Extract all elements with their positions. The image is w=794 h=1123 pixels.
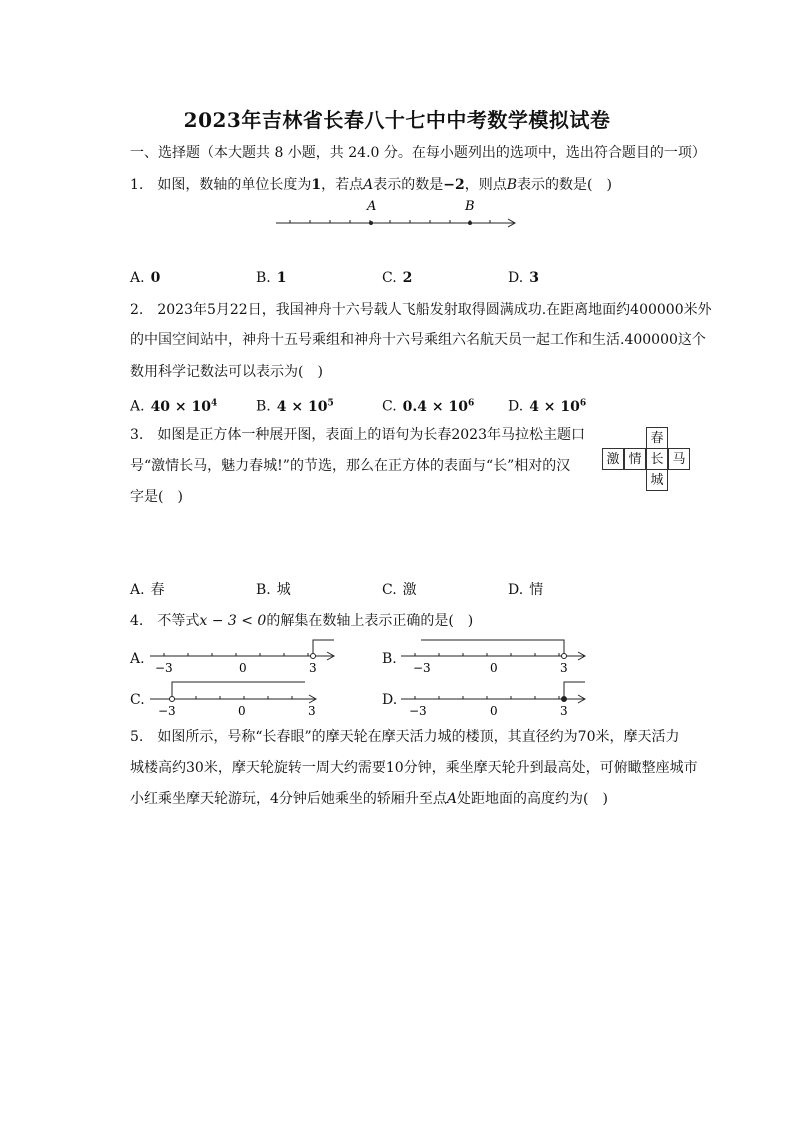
q4a-tick-neg3: −3 [155, 661, 173, 675]
point-a [369, 221, 373, 225]
q2-option-b[interactable]: B. $4 \times 10^5$ [256, 398, 334, 415]
q3-option-a[interactable]: A. 春 [130, 582, 165, 598]
q5-var: A [446, 791, 458, 807]
q1-number-line [276, 196, 521, 232]
net-cell-4: 马 [668, 448, 690, 470]
net-cell-1: 激 [602, 448, 624, 470]
q1-option-a[interactable]: A. 0 [130, 270, 161, 286]
q4a-tick-3: 3 [309, 661, 317, 675]
question-3-line-2: 号“激情长马，魅力春城!”的节选，那么在正方体的表面与“长”相对的汉 [130, 458, 571, 474]
net-cell-2: 情 [624, 448, 646, 470]
q3-option-d[interactable]: D. 情 [508, 582, 544, 598]
q1-option-b[interactable]: B. 1 [256, 270, 287, 286]
question-2-line-3: 数用科学记数法可以表示为( ) [130, 364, 323, 380]
q4a-tick-0: 0 [239, 661, 247, 675]
q1-value: −2 [443, 177, 465, 193]
q1-var-a: A [363, 177, 374, 193]
question-3-line-1: 3. 如图是正方体一种展开图，表面上的语句为长春2023年马拉松主题口 [130, 427, 585, 443]
q1-unit: 1 [311, 177, 322, 193]
q2-option-c[interactable]: C. $0.4 \times 10^6$ [382, 398, 475, 415]
net-cell-bottom: 城 [646, 469, 668, 491]
q4-expr: x − 3 < 0 [199, 613, 267, 629]
q1-option-c[interactable]: C. 2 [382, 270, 413, 286]
q4b-tick-3: 3 [560, 661, 568, 675]
q4-option-c-graph[interactable] [150, 679, 340, 719]
q4-option-b-letter[interactable]: B. [382, 651, 397, 667]
q4c-tick-0: 0 [238, 704, 246, 718]
q4-option-d-graph[interactable] [401, 679, 591, 719]
q1-option-d[interactable]: D. 3 [508, 270, 539, 286]
question-4-stem: 4. 不等式x − 3 < 0的解集在数轴上表示正确的是( ) [130, 613, 474, 629]
q4b-tick-neg3: −3 [413, 661, 431, 675]
q4d-tick-3: 3 [560, 704, 568, 718]
label-b: B [465, 199, 475, 214]
q4-option-d-letter[interactable]: D. [382, 692, 398, 708]
q4-option-a-graph[interactable] [150, 636, 340, 676]
q4c-tick-neg3: −3 [158, 704, 176, 718]
question-5-line-2: 城楼高约30米，摩天轮旋转一周大约需要10分钟，乘坐摩天轮升到最高处，可俯瞰整座城市 [130, 760, 698, 776]
q4-option-b-graph[interactable] [401, 636, 591, 676]
q1-text-f: ，则点 [464, 177, 507, 193]
q1-text-g: 表示的数是( ) [517, 177, 612, 193]
q1-var-b: B [506, 177, 518, 193]
q2-option-d[interactable]: D. $4 \times 10^6$ [508, 398, 587, 415]
question-2-line-2: 的中国空间站中，神舟十五号乘组和神舟十六号乘组六名航天员一起工作和生活.400000这个 [130, 332, 706, 348]
question-5-line-3: 小红乘坐摩天轮游玩，4分钟后她乘坐的轿厢升至点A处距地面的高度约为( ) [130, 791, 608, 807]
q1-text-c: ，若点 [321, 177, 364, 193]
q4-option-c-letter[interactable]: C. [130, 692, 145, 708]
question-3-line-3: 字是( ) [130, 489, 183, 505]
q4c-tick-3: 3 [308, 704, 316, 718]
net-cell-top: 春 [646, 427, 668, 449]
page-title: 2023年吉林省长春八十七中中考数学模拟试卷 [183, 108, 611, 132]
label-a: A [367, 199, 377, 214]
q4b-tick-0: 0 [490, 661, 498, 675]
q1-text-a: 1. 如图，数轴的单位长度为 [130, 177, 312, 193]
q4d-tick-neg3: −3 [409, 704, 427, 718]
section-heading: 一、选择题（本大题共 8 小题，共 24.0 分。在每小题列出的选项中，选出符合题目的一项） [130, 145, 706, 161]
q4-option-a-letter[interactable]: A. [130, 651, 145, 667]
question-5-line-1: 5. 如图所示，号称“长春眼”的摩天轮在摩天活力城的楼顶，其直径约为70米，摩天活力 [130, 729, 680, 745]
q4d-tick-0: 0 [490, 704, 498, 718]
question-1-stem [130, 175, 612, 195]
q2-option-a[interactable]: A. $40 \times 10^4$ [130, 398, 218, 415]
net-cell-3: 长 [646, 448, 668, 470]
question-2-line-1: 2. 2023年5月22日，我国神舟十六号载人飞船发射取得圆满成功.在距离地面约400000米外 [130, 302, 712, 318]
q1-text-d: 表示的数是 [373, 177, 444, 193]
q3-option-c[interactable]: C. 激 [382, 582, 417, 598]
point-b [468, 221, 472, 225]
q3-option-b[interactable]: B. 城 [256, 582, 291, 598]
